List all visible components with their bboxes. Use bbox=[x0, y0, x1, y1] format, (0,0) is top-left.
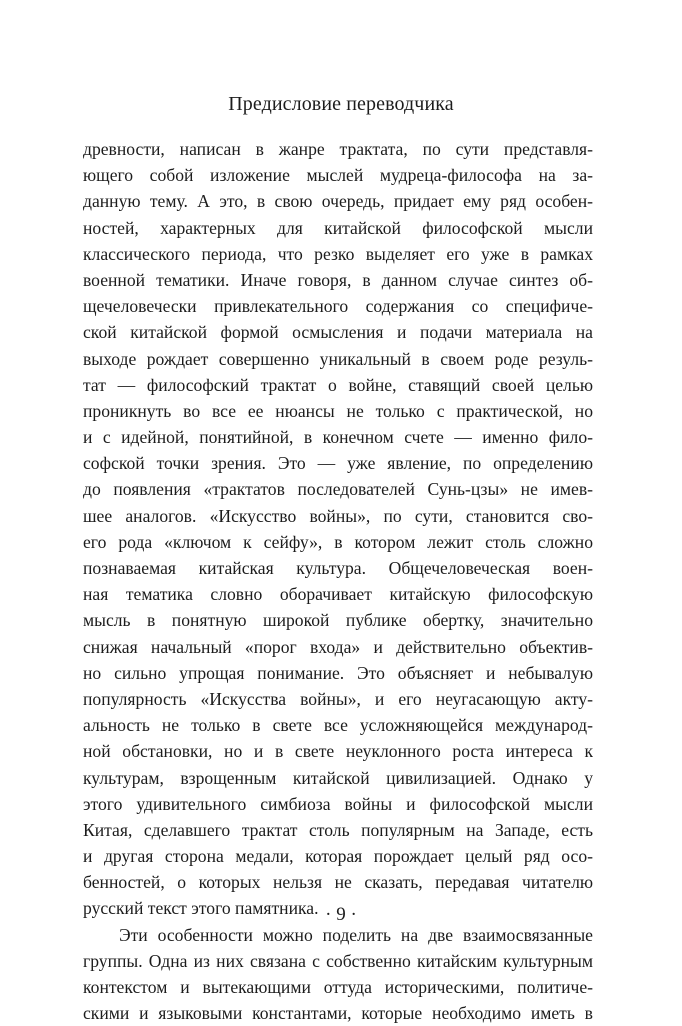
paragraph-2 bbox=[83, 922, 593, 1026]
running-title: Предисловие переводчика bbox=[228, 93, 454, 115]
text-line: его рода «ключом к сейфу», в котором лежит столь сложно bbox=[83, 531, 593, 552]
text-line: ная тематика словно оборачивает китайскую философскую bbox=[83, 584, 593, 605]
text-line: но сильно упрощая понимание. Это объясняет и небывалую bbox=[83, 662, 593, 683]
text-line: Эти особенности можно поделить на две взаимосвязанные bbox=[119, 924, 593, 945]
text-line: контекстом и вытекающими оттуда историческими, политиче- bbox=[83, 977, 593, 997]
text-line: бенностей, о которых нельзя не сказать, передавая читателю bbox=[83, 872, 593, 893]
text-line: русский текст этого памятника. bbox=[83, 898, 319, 919]
text-line: шее аналогов. «Искусство войны», по сути, становится сво- bbox=[83, 505, 593, 526]
text-line: софской точки зрения. Это — уже явление, по определению bbox=[83, 453, 593, 474]
text-line: альность не только в свете все усложняющейся международ- bbox=[83, 715, 593, 736]
text-line: ющего собой изложение мыслей мудреца-философа на за- bbox=[83, 165, 593, 186]
text-line: классического периода, что резко выделяет его уже в рамках bbox=[83, 243, 593, 264]
text-line: военной тематики. Иначе говоря, в данном случае синтез об- bbox=[83, 269, 593, 290]
paragraph-1 bbox=[83, 136, 593, 922]
text-line: щечеловечески привлекательного содержания со специфиче- bbox=[83, 296, 593, 317]
text-line: ской китайской формой осмысления и подачи материала на bbox=[83, 322, 593, 343]
page-number: · 9 · bbox=[325, 904, 357, 925]
text-line: древности, написан в жанре трактата, по сути представля- bbox=[83, 139, 593, 159]
text-line: познаваемая китайская культура. Общечеловеческая воен- bbox=[83, 558, 593, 578]
text-line: и с идейной, понятийной, в конечном счете — именно фило- bbox=[83, 427, 593, 448]
text-line: культурам, взрощенным китайской цивилизацией. Однако у bbox=[83, 767, 593, 788]
text-line: ной обстановки, но и в свете неуклонного роста интереса к bbox=[83, 741, 593, 762]
text-line: проникнуть во все ее нюансы не только с практической, но bbox=[83, 400, 593, 421]
text-line: Китая, сделавшего трактат столь популярным на Западе, есть bbox=[83, 819, 593, 840]
text-line: снижая начальный «порог входа» и действительно объектив- bbox=[83, 636, 593, 657]
text-line: и другая сторона медали, которая порождает целый ряд осо- bbox=[83, 846, 593, 867]
text-line: скими и языковыми константами, которые необходимо иметь в bbox=[83, 1003, 593, 1024]
body-text bbox=[83, 136, 593, 1026]
text-line: ностей, характерных для китайской философской мысли bbox=[83, 217, 593, 238]
text-line: выходе рождает совершенно уникальный в своем роде резуль- bbox=[83, 348, 593, 369]
text-line: группы. Одна из них связана с собственно китайским культурным bbox=[83, 950, 593, 971]
text-line: этого удивительного симбиоза войны и философской мысли bbox=[83, 793, 593, 814]
text-line: популярность «Искусства войны», и его неугасающую акту- bbox=[83, 688, 593, 709]
text-line: тат — философский трактат о войне, ставящий своей целью bbox=[83, 374, 593, 395]
text-line: мысль в понятную широкой публике обертку, значительно bbox=[83, 610, 593, 631]
text-line: данную тему. А это, в свою очередь, придает ему ряд особен- bbox=[83, 191, 593, 212]
text-line: до появления «трактатов последователей Сунь-цзы» не имев- bbox=[83, 479, 593, 500]
